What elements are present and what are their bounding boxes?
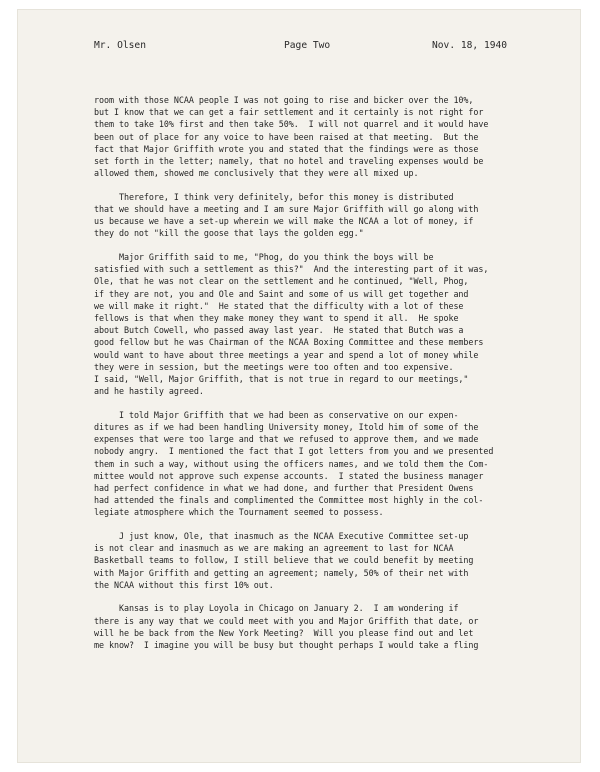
text-line: expenses that were too large and that we refused to approve them, and we made: [94, 434, 479, 445]
text-line: about Butch Cowell, who passed away last year. He stated that Butch was a: [94, 325, 464, 336]
text-line: them in such a way, without using the officers names, and we told them the Com-: [94, 458, 489, 469]
text-line: and he hastily agreed.: [94, 386, 204, 397]
paragraph: [94, 602, 514, 651]
paragraph: [94, 409, 514, 519]
paragraph: [94, 530, 514, 591]
text-line: ditures as if we had been handling University money, Itold him of some of the: [94, 422, 479, 432]
text-line: me know? I imagine you will be busy but thought perhaps I would take a fling: [94, 640, 479, 650]
text-line: nobody angry. I mentioned the fact that I got letters from you and we presented: [94, 446, 494, 457]
text-line: Basketball teams to follow, I still believe that we could benefit by meeting: [94, 555, 474, 566]
text-line: us because we have a set-up wherein we will make the NCAA a lot of money, if: [94, 216, 474, 227]
text-line: satisfied with such a settlement as this?" And the interesting part of it was,: [94, 264, 489, 275]
text-line: with Major Griffith and getting an agreement; namely, 50% of their net with: [94, 567, 469, 578]
text-line: they do not "kill the goose that lays the golden egg.": [94, 228, 364, 239]
text-line: is not clear and inasmuch as we are making an agreement to last for NCAA: [94, 543, 454, 554]
text-line: good fellow but he was Chairman of the NCAA Boxing Committee and these members: [94, 337, 484, 348]
text-line: that we should have a meeting and I am sure Major Griffith will go along with: [94, 204, 479, 214]
text-line: fact that Major Griffith wrote you and stated that the findings were as those: [94, 143, 479, 154]
letter-body: [94, 94, 514, 663]
paragraph: [94, 94, 514, 179]
text-line: Ole, that he was not clear on the settlement and he continued, "Well, Phog,: [94, 276, 469, 287]
text-line: I told Major Griffith that we had been as conservative on our expen-: [94, 409, 459, 420]
text-line: allowed them, showed me conclusively that they were all mixed up.: [94, 168, 419, 179]
paragraph: [94, 191, 514, 240]
recipient-name: Mr. Olsen: [94, 40, 146, 51]
text-line: would want to have about three meetings a year and spend a lot of money while: [94, 349, 479, 360]
page-number-label: Page Two: [284, 40, 331, 51]
text-line: mittee would not approve such expense accounts. I stated the business manager: [94, 470, 484, 481]
text-line: had attended the finals and complimented the Committee most highly in the col-: [94, 495, 484, 506]
text-line: been out of place for any voice to have been raised at that meeting. But the: [94, 131, 479, 142]
text-line: Therefore, I think very definitely, befor this money is distributed: [94, 191, 454, 202]
letter-date: Nov. 18, 1940: [432, 40, 508, 51]
text-line: legiate atmosphere which the Tournament seemed to possess.: [94, 507, 384, 518]
text-line: room with those NCAA people I was not going to rise and bicker over the 10%,: [94, 95, 474, 105]
text-line: if they are not, you and Ole and Saint and some of us will get together and: [94, 288, 469, 299]
text-line: we will make it right." He stated that the difficulty with a lot of these: [94, 300, 464, 311]
text-line: them to take 10% first and then take 50%. I will not quarrel and it would have: [94, 119, 489, 130]
text-line: fellows is that when they make money they want to spend it all. He spoke: [94, 313, 459, 323]
letter-header: [0, 40, 600, 54]
text-line: they were in session, but the meetings were too often and too expensive.: [94, 361, 454, 372]
text-line: set forth in the letter; namely, that no hotel and traveling expenses would be: [94, 155, 484, 166]
text-line: Major Griffith said to me, "Phog, do you think the boys will be: [94, 252, 434, 263]
paragraph: [94, 251, 514, 397]
text-line: J just know, Ole, that inasmuch as the NCAA Executive Committee set-up: [94, 531, 469, 541]
text-line: had perfect confidence in what we had done, and further that President Owens: [94, 482, 474, 493]
text-line: the NCAA without this first 10% out.: [94, 579, 274, 590]
text-line: but I know that we can get a fair settlement and it certainly is not right for: [94, 107, 484, 118]
text-line: will he be back from the New York Meeting? Will you please find out and let: [94, 627, 474, 638]
text-line: there is any way that we could meet with you and Major Griffith that date, or: [94, 615, 479, 626]
text-line: I said, "Well, Major Griffith, that is not true in regard to our meetings,": [94, 373, 469, 384]
text-line: Kansas is to play Loyola in Chicago on January 2. I am wondering if: [94, 603, 459, 614]
